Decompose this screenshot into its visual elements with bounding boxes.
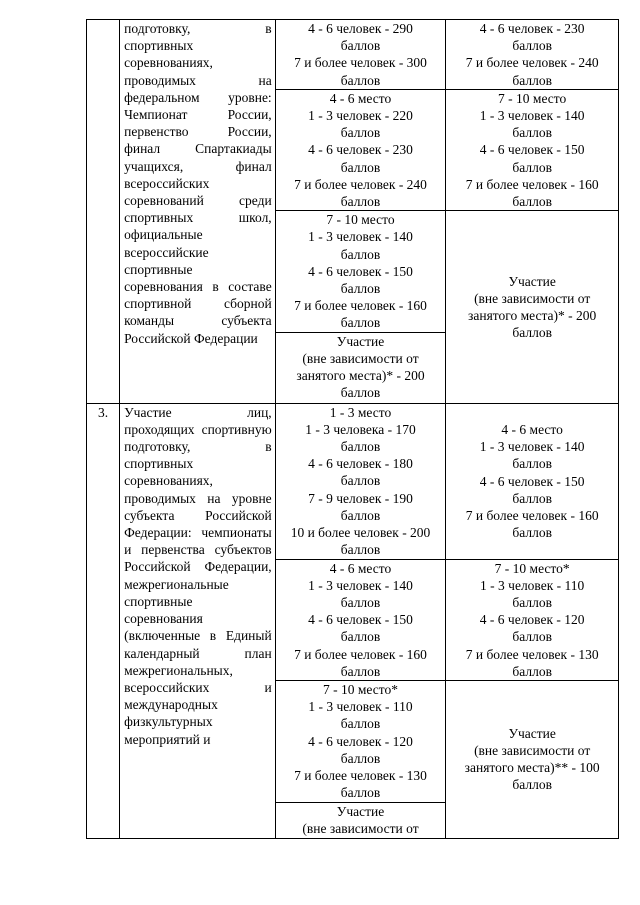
score-cell [275,403,446,559]
score-text: 1 - 3 место 1 - 3 человека - 170 баллов 4 - 6 человек - 180 баллов 7 - 9 человек - 190 баллов 10 и более человек - 200 баллов [290,404,431,558]
row-number-cell [87,403,120,838]
score-text: Участие (вне зависимости от занятого места)* - 200 баллов [468,273,597,341]
score-text: 7 - 10 место* 1 - 3 человек - 110 баллов 4 - 6 человек - 120 баллов 7 и более человек - 130 баллов [294,682,427,801]
description-cell [120,20,276,404]
score-text: 4 - 6 человек - 290 баллов 7 и более человек - 300 баллов [294,21,427,88]
score-text: Участие (вне зависимости от [302,803,419,836]
score-text: 4 - 6 место 1 - 3 человек - 140 баллов 4 - 6 человек - 150 баллов 7 и более человек - 160 баллов [465,421,599,541]
row-description: подготовку, в спортивных соревнованиях, проводимых на федеральном уровне: Чемпионат России, первенство России, финал Спартакиады учащихся, финал всероссийских соревнований среди спортивных школ, официальные всероссийские спортивные соревнования в составе спортивной сборной команды субъекта Российской Федерации [124,21,272,346]
row-number: 3. [97,404,109,420]
score-cell [275,681,446,802]
score-cell [446,403,619,559]
score-cell [275,211,446,332]
score-text: 7 - 10 место 1 - 3 человек - 140 баллов 4 - 6 человек - 150 баллов 7 и более человек - 160 баллов [294,212,427,331]
score-text: 4 - 6 человек - 230 баллов 7 и более человек - 240 баллов [465,21,599,88]
score-cell [275,332,446,403]
description-cell [120,403,276,838]
score-cell [275,89,446,210]
table-row [87,403,619,559]
score-text: 4 - 6 место 1 - 3 человек - 140 баллов 4 - 6 человек - 150 баллов 7 и более человек - 160 баллов [294,560,427,679]
score-cell [446,681,619,838]
row-description: Участие лиц, проходящих спортивную подготовку, в спортивных соревнованиях, проводимых на уровне субъекта Российской Федерации: чемпионаты и первенства субъектов Российской Федерации, межрегиональные спортивные соревнования (включенные в Единый календарный план межрегиональных, всероссийских и международных физкультурных мероприятий и [124,404,272,747]
row-number-cell [87,20,120,404]
score-text: 7 - 10 место 1 - 3 человек - 140 баллов 4 - 6 человек - 150 баллов 7 и более человек - 160 баллов [465,90,599,210]
score-cell [275,559,446,680]
score-text: 4 - 6 место 1 - 3 человек - 220 баллов 4 - 6 человек - 230 баллов 7 и более человек - 240 баллов [294,90,427,210]
score-cell [446,559,619,680]
score-text: Участие (вне зависимости от занятого места)** - 100 баллов [464,725,600,793]
scoring-table [86,19,619,839]
table-row [87,20,619,90]
score-cell [275,20,446,90]
score-cell [446,20,619,90]
score-text: Участие (вне зависимости от занятого места)* - 200 баллов [296,333,425,401]
score-cell [446,89,619,210]
score-cell [275,802,446,838]
score-cell [446,211,619,403]
score-text: 7 - 10 место* 1 - 3 человек - 110 баллов 4 - 6 человек - 120 баллов 7 и более человек - 130 баллов [465,560,599,679]
